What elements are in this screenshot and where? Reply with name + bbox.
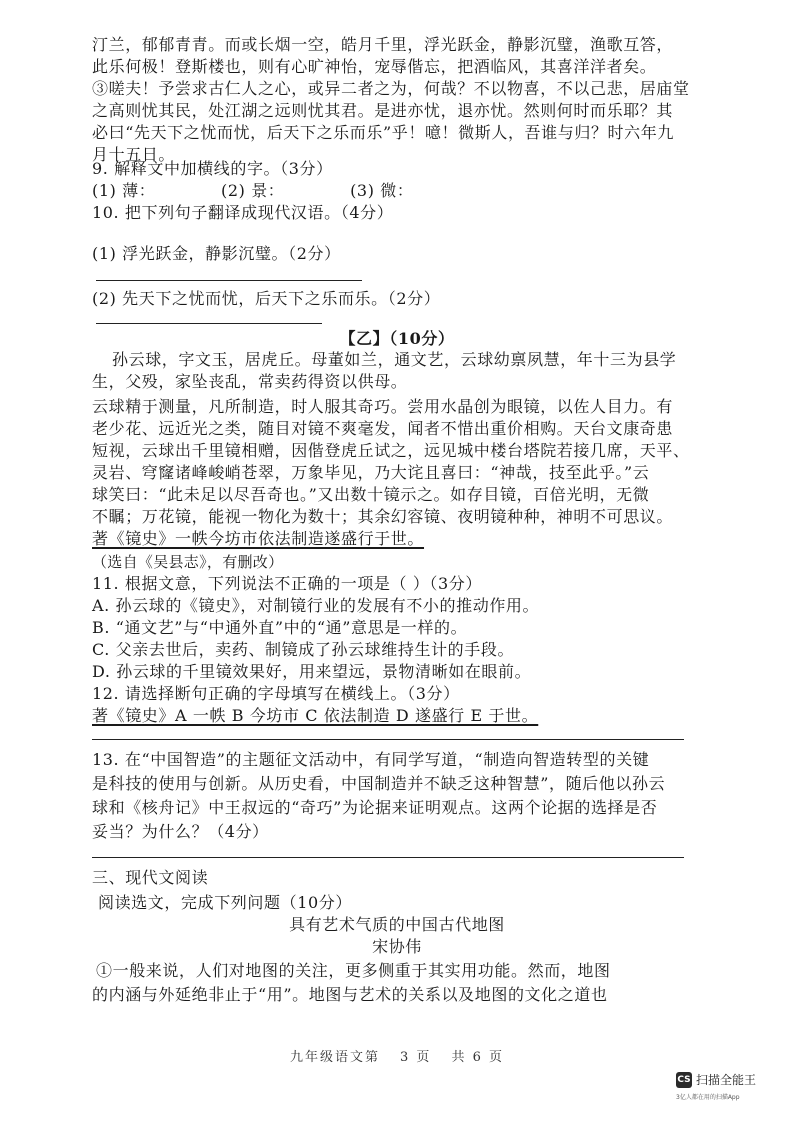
- passage-jia-line: 之高则忧其民，处江湖之远则忧其君。是进亦忧，退亦忧。然则何时而乐耶？其: [92, 101, 674, 120]
- answer-line: [92, 857, 684, 858]
- passage-yi-line: 短视，云球出千里镜相赠，因偕登虎丘试之，远见城中楼台塔院若接几席，天平、: [92, 441, 690, 460]
- passage-yi-line: 云球精于测量，凡所制造，时人服其奇巧。尝用水晶创为眼镜，以佐人目力。有: [92, 397, 674, 416]
- passage-jia-line: 此乐何极！登斯楼也，则有心旷神怡，宠辱偕忘，把酒临风，其喜洋洋者矣。: [92, 57, 657, 76]
- passage-yi-line: 生，父殁，家坠丧乱，常卖药得资以供母。: [92, 372, 408, 391]
- article-para-line: ①一般来说，人们对地图的关注，更多侧重于其实用功能。然而，地图: [96, 961, 611, 980]
- q12-sentence: 著《镜史》A 一帙 B 今坊市 C 依法制造 D 遂盛行 E 于世。: [92, 706, 539, 725]
- q10-item-2: (2) 先天下之忧而忧，后天下之乐而乐。（2分）: [92, 289, 441, 308]
- camscanner-logo-icon: CS: [676, 1072, 692, 1088]
- page-footer: [0, 1046, 794, 1065]
- q13-line: 妥当？为什么？（4分）: [92, 822, 269, 841]
- article-para-line: 的内涵与外延绝非止于“用”。地图与艺术的关系以及地图的文化之道也: [92, 985, 608, 1004]
- q9-item-3: (3) 微：: [350, 181, 414, 200]
- passage-jia-line: ③嗟夫！予尝求古仁人之心，或异二者之为，何哉？不以物喜，不以己悲，居庙堂: [92, 79, 690, 98]
- passage-jia-line: 必曰“先天下之忧而忧，后天下之乐而乐”乎！噫！微斯人，吾谁与归？时六年九: [92, 123, 674, 142]
- q11-option-b: B. “通文艺”与“中通外直”中的“通”意思是一样的。: [92, 618, 468, 637]
- passage-yi-heading: 【乙】（10分）: [339, 329, 455, 348]
- q13-line: 是科技的使用与创新。从历史看，中国制造并不缺乏这种智慧”，随后他以孙云: [92, 774, 666, 793]
- passage-yi-line: 不瞩；万花镜，能视一物化为数十；其余幻容镜、夜明镜种种，神明不可思议。: [92, 507, 674, 526]
- q11-option-d: D. 孙云球的千里镜效果好，用来望远，景物清晰如在眼前。: [92, 662, 532, 681]
- passage-jia-line: 汀兰，郁郁青青。而或长烟一空，皓月千里，浮光跃金，静影沉璧，渔歌互答，: [92, 35, 674, 54]
- q9-item-1: (1) 薄：: [92, 181, 156, 200]
- q11-option-a: A. 孙云球的《镜史》，对制镜行业的发展有不小的推动作用。: [92, 596, 540, 615]
- divider: [92, 739, 684, 740]
- passage-yi-line: 老少花、远近光之类，随目对镜不爽毫发，闻者不惜出重价相购。天台文康奇患: [92, 419, 674, 438]
- q9-stem: 9. 解释文中加横线的字。（3分）: [92, 159, 333, 178]
- scanner-watermark: [676, 1072, 786, 1112]
- article-author: 宋协伟: [372, 937, 422, 956]
- passage-yi-underlined-sentence: 著《镜史》一帙今坊市依法制造遂盛行于世。: [92, 529, 425, 548]
- watermark-tagline: 3亿人都在用的扫描App: [676, 1094, 740, 1101]
- q10-stem: 10. 把下列句子翻译成现代汉语。（4分）: [92, 203, 394, 222]
- passage-yi-line: 孙云球，字文玉，居虎丘。母董如兰，通文艺，云球幼禀夙慧，年十三为县学: [112, 350, 677, 369]
- q10-item-1: (1) 浮光跃金，静影沉璧。（2分）: [92, 244, 341, 263]
- article-title: 具有艺术气质的中国古代地图: [289, 915, 505, 934]
- q11-option-c: C. 父亲去世后，卖药、制镜成了孙云球维持生计的手段。: [92, 640, 515, 659]
- passage-jia-line: 月十五日。: [92, 145, 176, 164]
- section3-heading: 三、现代文阅读: [92, 868, 209, 887]
- answer-line: [96, 280, 362, 281]
- footer-subject: 九年级语文第: [290, 1050, 381, 1065]
- q9-item-2: (2) 景：: [221, 181, 285, 200]
- q13-line: 球和《核舟记》中王叔远的“奇巧”为论据来证明观点。这两个论据的选择是否: [92, 798, 658, 817]
- answer-line: [96, 323, 322, 324]
- passage-yi-line: 灵岩、穹窿诸峰峻峭苍翠，万象毕见，乃大诧且喜曰：“神哉，技至此乎。”云: [92, 463, 650, 482]
- passage-yi-source: （选自《吴县志》，有删改）: [92, 553, 284, 571]
- q13-line: 13. 在“中国智造”的主题征文活动中，有同学写道，“制造向智造转型的关键: [92, 750, 650, 769]
- q11-stem: 11. 根据文意，下列说法不正确的一项是（ ）（3分）: [92, 574, 482, 593]
- section3-instruction: 阅读选文，完成下列问题（10分）: [98, 893, 352, 912]
- q9-items: [92, 180, 413, 202]
- footer-total: 共 6 页: [451, 1050, 504, 1065]
- q12-stem: 12. 请选择断句正确的字母填写在横线上。（3分）: [92, 684, 460, 703]
- watermark-name: 扫描全能王: [696, 1073, 757, 1087]
- passage-yi-line: 球笑曰：“此未足以尽吾奇也。”又出数十镜示之。如存目镜，百倍光明，无微: [92, 485, 650, 504]
- footer-page: 3 页: [400, 1050, 432, 1065]
